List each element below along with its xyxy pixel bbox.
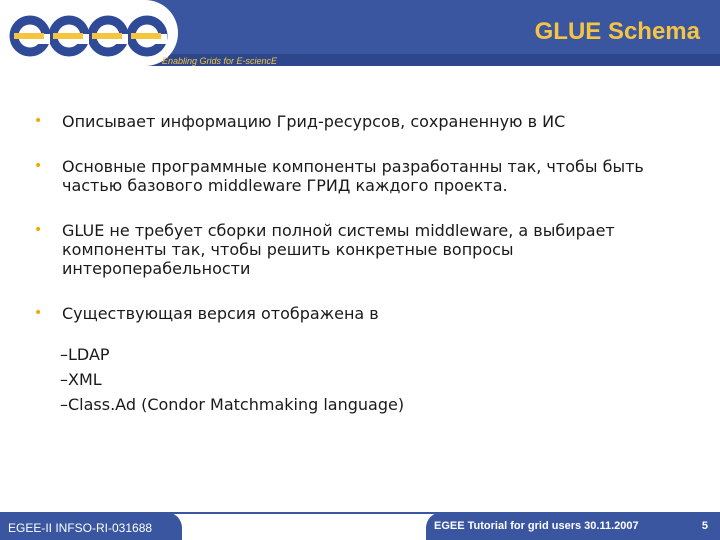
sub-item: –LDAP [60, 345, 110, 364]
bullet-text: Описывает информацию Грид-ресурсов, сохраненную в ИС [62, 112, 566, 131]
tagline: Enabling Grids for E-sciencE [162, 56, 278, 66]
project-id: EGEE-II INFSO-RI-031688 [8, 521, 153, 535]
bullet-dot-icon: • [34, 113, 43, 129]
egee-logo [6, 6, 172, 60]
bullet-list [34, 112, 694, 349]
bullet-dot-icon: • [34, 222, 43, 238]
bullet-text: GLUE не требует сборки полной системы middleware, а выбирает компоненты так, чтобы решить конкретные вопросы интероперабельности [62, 221, 615, 278]
bullet-item [34, 157, 694, 195]
sub-item: –Class.Ad (Condor Matchmaking language) [60, 395, 405, 414]
bullet-text: Основные программные компоненты разработанны так, чтобы быть частью базового middleware ГРИД каждого проекта. [62, 157, 644, 195]
bullet-item [34, 304, 694, 323]
sub-item-list [60, 342, 404, 417]
bullet-item [34, 112, 694, 131]
bullet-text: Существующая версия отображена в [62, 304, 379, 323]
page-number: 5 [701, 520, 708, 532]
bullet-dot-icon: • [34, 305, 43, 321]
slide-title: GLUE Schema [534, 18, 700, 45]
bullet-dot-icon: • [34, 158, 43, 174]
sub-item: –XML [60, 370, 102, 389]
bullet-item [34, 221, 694, 278]
tutorial-label: EGEE Tutorial for grid users 30.11.2007 [434, 520, 639, 532]
